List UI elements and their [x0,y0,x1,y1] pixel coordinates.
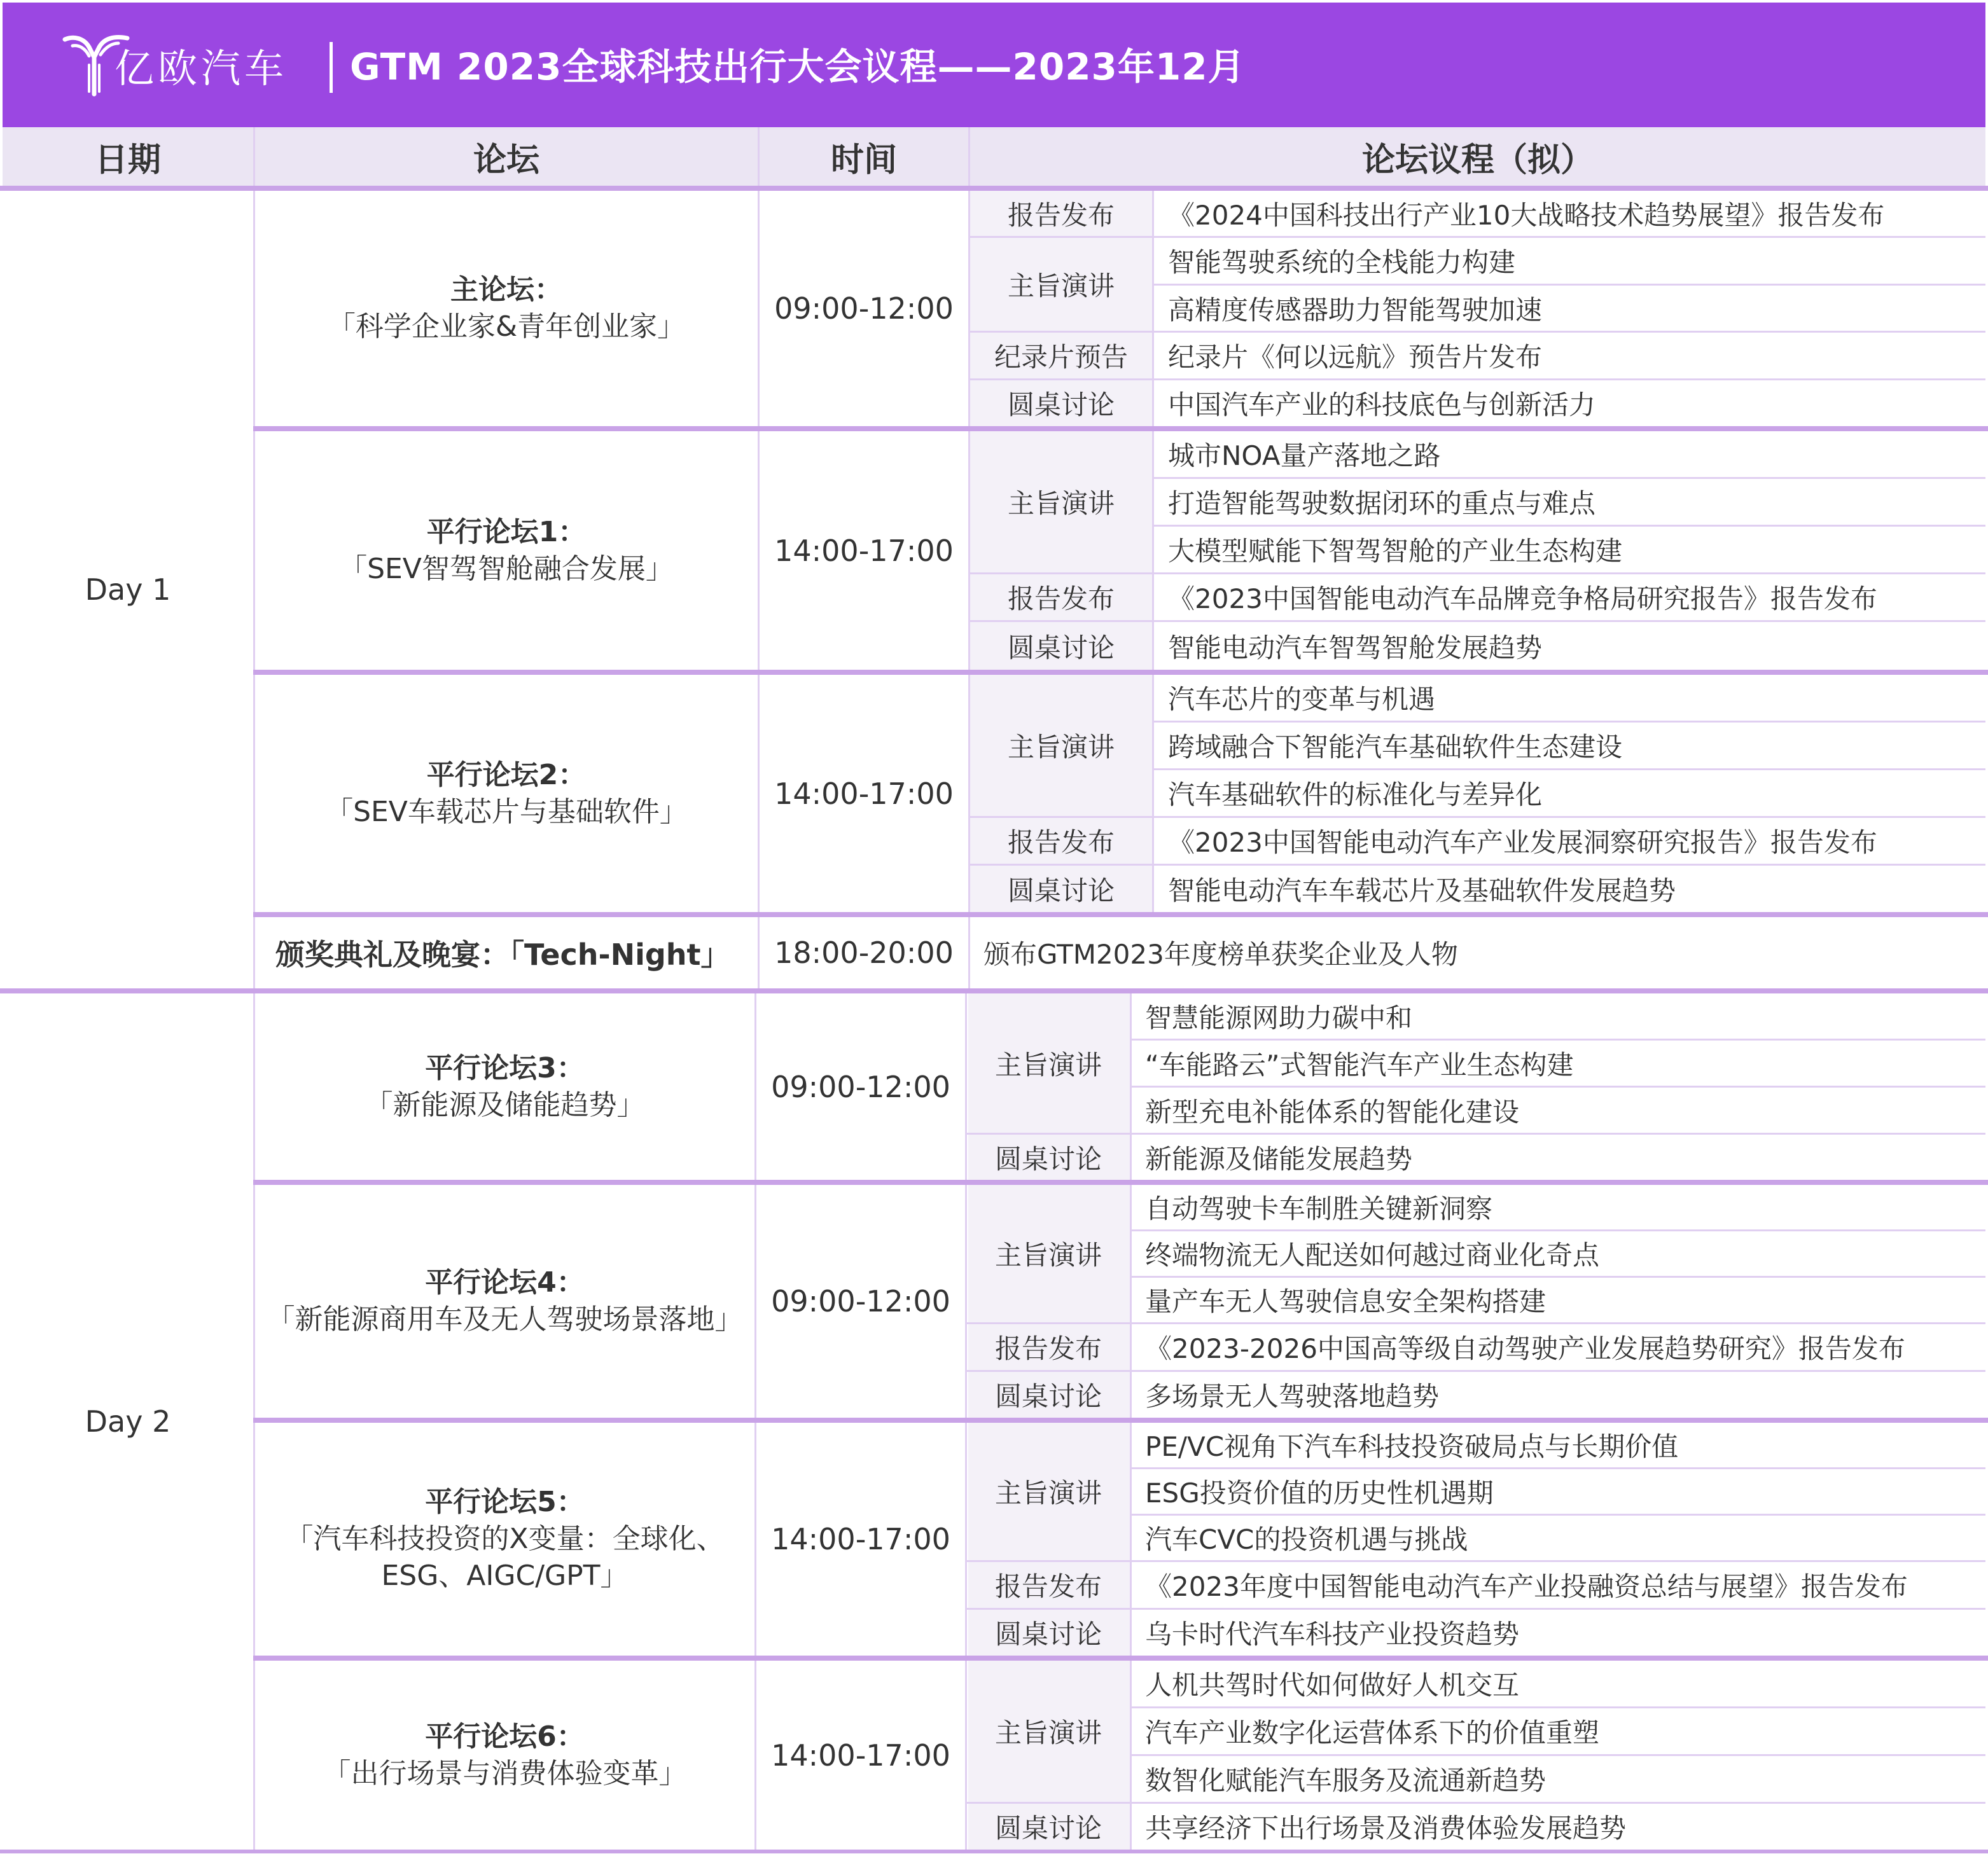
agenda-item: 智慧能源网助力碳中和 [1145,1002,1413,1034]
agenda-item: 量产车无人驾驶信息安全架构搭建 [1145,1286,1547,1317]
forum-parallel-1 [255,431,758,670]
forum-time: 14:00-17:00 [771,1738,950,1773]
agenda-item: 汽车芯片的变革与机遇 [1168,684,1436,715]
forum-subtitle: 「SEV车载芯片与基础软件」 [325,795,688,828]
award-name: 颁奖典礼及晚宴：「Tech-Night」 [275,937,730,972]
session-type: 圆桌讨论 [994,1381,1102,1412]
forum-subtitle: 「科学企业家&青年创业家」 [327,310,686,343]
agenda-item: 乌卡时代汽车科技产业投资趋势 [1145,1619,1520,1650]
session-type: 主旨演讲 [994,1717,1102,1748]
forum-name: 平行论坛2： [426,758,587,791]
session-type: 圆桌讨论 [994,1143,1102,1175]
forum-parallel-3 [255,993,754,1180]
forum-parallel-2 [255,675,758,912]
forum-divider [253,1418,1988,1423]
session-type: 圆桌讨论 [1007,389,1115,420]
forum-divider [253,670,1988,675]
agenda-item: 数智化赋能汽车服务及流通新趋势 [1145,1765,1547,1796]
forum-subtitle-line2: ESG、AIGC/GPT」 [381,1560,629,1592]
col-header-time: 时间 [760,127,968,186]
agenda-item: ESG投资价值的历史性机遇期 [1145,1477,1494,1509]
agenda-item: 中国汽车产业的科技底色与创新活力 [1168,389,1596,420]
agenda-item: 新型充电补能体系的智能化建设 [1145,1096,1520,1128]
session-type: 圆桌讨论 [994,1813,1102,1844]
forum-time: 09:00-12:00 [771,1284,950,1318]
day-divider [0,988,1988,993]
forum-parallel-5 [255,1423,754,1656]
day1-type-divider [1152,191,1154,912]
agenda-item: 新能源及储能发展趋势 [1145,1143,1413,1175]
award-time: 18:00-20:00 [774,936,954,970]
agenda-item: 智能电动汽车车载芯片及基础软件发展趋势 [1168,875,1676,906]
forum-subtitle: 「新能源商用车及无人驾驶场景落地」 [267,1303,743,1336]
forum-name: 平行论坛1： [426,515,587,548]
agenda-item: “车能路云”式智能汽车产业生态构建 [1145,1049,1574,1081]
forum-name: 平行论坛5： [425,1486,585,1518]
session-type: 报告发布 [994,1571,1102,1602]
session-type: 主旨演讲 [1007,270,1115,301]
agenda-item: 打造智能驾驶数据闭环的重点与难点 [1168,488,1596,519]
session-type: 圆桌讨论 [1007,875,1115,906]
agenda-item: 人机共驾时代如何做好人机交互 [1145,1670,1520,1701]
page-title: GTM 2023全球科技出行大会议程——2023年12月 [350,45,1246,88]
agenda-item: 城市NOA量产落地之路 [1168,440,1441,471]
day-label: Day 1 [85,572,171,607]
agenda-item: 《2024中国科技出行产业10大战略技术趋势展望》报告发布 [1168,199,1885,231]
table-bottom-line [0,1850,1988,1853]
session-type: 圆桌讨论 [994,1619,1102,1650]
forum-time: 09:00-12:00 [774,291,954,326]
agenda-item: 智能驾驶系统的全栈能力构建 [1168,246,1516,278]
session-type: 主旨演讲 [994,1049,1102,1081]
forum-time: 14:00-17:00 [771,1522,950,1556]
agenda-item: 《2023中国智能电动汽车品牌竞争格局研究报告》报告发布 [1168,583,1877,614]
session-type: 报告发布 [1007,583,1115,614]
session-type: 主旨演讲 [1007,731,1115,763]
session-type: 纪录片预告 [994,342,1128,373]
forum-time: 14:00-17:00 [774,533,954,568]
agenda-item: 《2023年度中国智能电动汽车产业投融资总结与展望》报告发布 [1145,1571,1908,1602]
agenda-item: 跨域融合下智能汽车基础软件生态建设 [1168,731,1623,763]
session-type: 主旨演讲 [994,1240,1102,1271]
brand-name: 亿欧汽车 [115,45,288,92]
forum-name: 主论坛： [450,273,562,306]
agenda-item: 共享经济下出行场景及消费体验发展趋势 [1145,1813,1627,1844]
session-type: 报告发布 [1007,827,1115,858]
session-type: 报告发布 [1007,199,1115,231]
forum-time: 09:00-12:00 [771,1069,950,1104]
agenda-item: 《2023中国智能电动汽车产业发展洞察研究报告》报告发布 [1168,827,1877,858]
forum-subtitle: 「汽车科技投资的X变量：全球化、 [285,1523,725,1555]
session-type: 圆桌讨论 [1007,632,1115,663]
agenda-item: 终端物流无人配送如何越过商业化奇点 [1145,1240,1600,1271]
agenda-item: 多场景无人驾驶落地趋势 [1145,1381,1440,1412]
forum-divider [253,1180,1988,1185]
agenda-item: 大模型赋能下智驾智舱的产业生态构建 [1168,536,1623,567]
session-type: 主旨演讲 [1007,488,1115,519]
forum-subtitle: 「出行场景与消费体验变革」 [323,1757,687,1790]
forum-divider [253,912,1988,917]
agenda-item: 汽车基础软件的标准化与差异化 [1168,779,1543,810]
header-divider-2 [758,127,760,186]
col-header-agenda: 论坛议程（拟） [970,127,1985,186]
forum-subtitle: 「SEV智驾智舱融合发展」 [339,552,674,585]
agenda-item: 智能电动汽车智驾智舱发展趋势 [1168,632,1543,663]
header-divider-1 [253,127,255,186]
forum-name: 平行论坛3： [425,1051,585,1084]
forum-main [255,191,758,426]
forum-divider [253,1656,1988,1661]
forum-time: 14:00-17:00 [774,776,954,811]
agenda-item: 纪录片《何以远航》预告片发布 [1168,342,1543,373]
agenda-item: 自动驾驶卡车制胜关键新洞察 [1145,1193,1493,1224]
header-bar [3,3,1985,127]
award-description: 颁布GTM2023年度榜单获奖企业及人物 [984,939,1458,970]
header-bottom-line [0,186,1988,191]
col-header-forum: 论坛 [255,127,758,186]
session-type: 主旨演讲 [994,1477,1102,1509]
forum-parallel-4 [255,1185,754,1418]
agenda-item: PE/VC视角下汽车科技投资破局点与长期价值 [1145,1431,1679,1462]
forum-divider [253,426,1988,431]
agenda-item: 汽车产业数字化运营体系下的价值重塑 [1145,1717,1600,1748]
header-divider-3 [968,127,970,186]
agenda-item: 高精度传感器助力智能驾驶加速 [1168,294,1543,326]
col-header-date: 日期 [3,127,253,186]
agenda-item: 汽车CVC的投资机遇与挑战 [1145,1524,1468,1555]
agenda-item: 《2023-2026中国高等级自动驾驶产业发展趋势研究》报告发布 [1145,1333,1905,1364]
forum-subtitle: 「新能源及储能趋势」 [365,1088,645,1121]
header-divider [330,42,333,93]
forum-name: 平行论坛4： [425,1266,585,1299]
session-type: 报告发布 [994,1333,1102,1364]
forum-parallel-6 [255,1661,754,1850]
forum-name: 平行论坛6： [425,1720,585,1753]
day-label: Day 2 [85,1404,171,1439]
